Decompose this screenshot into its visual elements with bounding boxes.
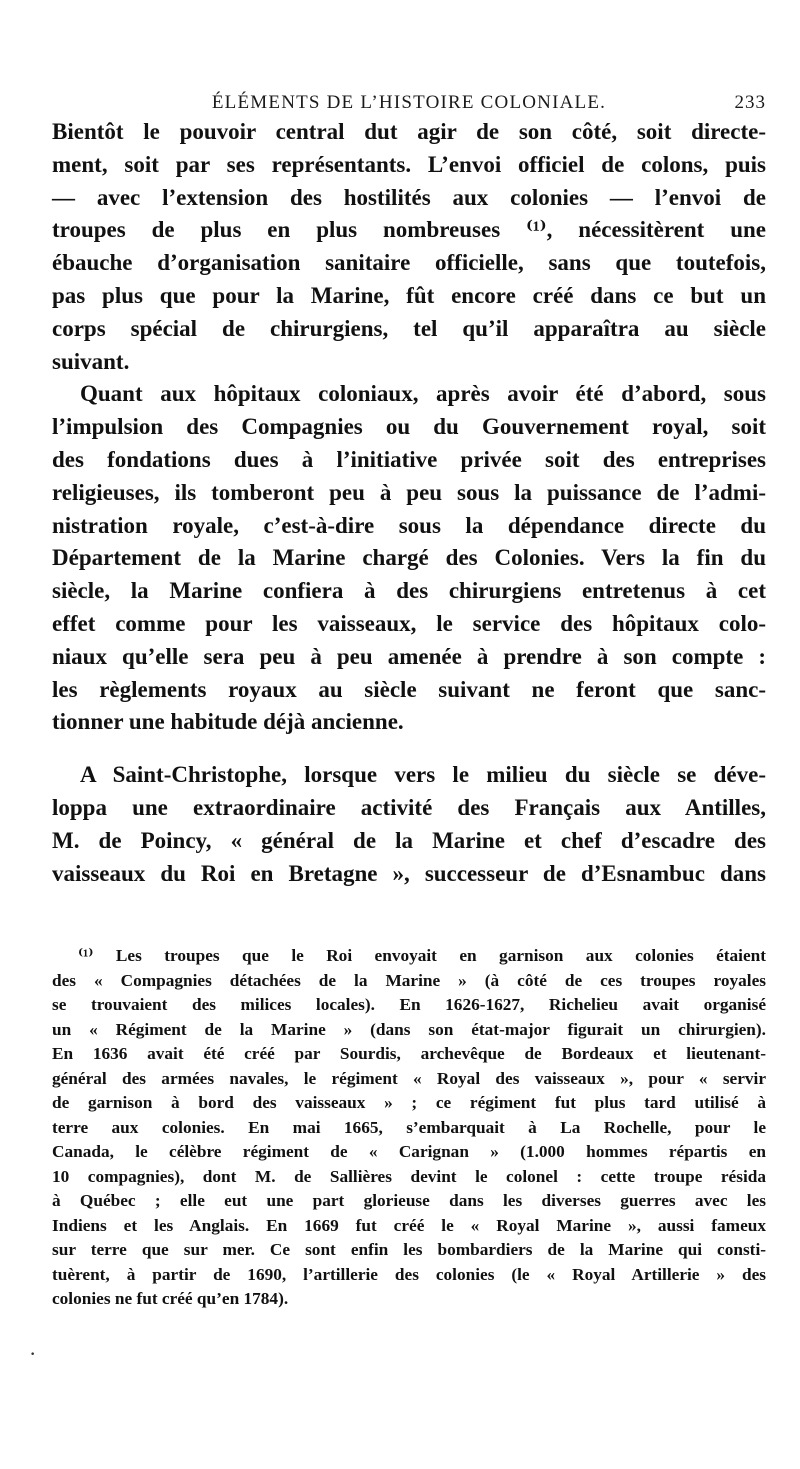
text-line: Quant aux hôpitaux coloniaux, après avoir été d’abord, sous (80, 381, 766, 407)
footnote-line: tuèrent, à partir de 1690, l’artillerie des colonies (le « Royal Artillerie » des (52, 1264, 766, 1284)
footnote-block (52, 944, 766, 1312)
text-line: A Saint-Christophe, lorsque vers le milieu du siècle se déve- (80, 762, 766, 788)
text-line: loppa une extraordinaire activité des Français aux Antilles, (52, 794, 766, 820)
page-number: 233 (734, 92, 766, 113)
footnote-line: général des armées navales, le régiment « Royal des vaisseaux », pour « servir (52, 1068, 766, 1088)
text-line: vaisseaux du Roi en Bretagne », successeur de d’Esnambuc dans (52, 860, 766, 886)
text-line: troupes de plus en plus nombreuses ⁽¹⁾, nécessitèrent une (52, 217, 766, 243)
footnote-line: un « Régiment de la Marine » (dans son état-major figurait un chirurgien). (52, 1019, 766, 1039)
text-line: ébauche d’organisation sanitaire officielle, sans que toutefois, (52, 250, 766, 276)
footnote-line: sur terre que sur mer. Ce sont enfin les bombardiers de la Marine qui consti- (52, 1240, 766, 1259)
text-line: — avec l’extension des hostilités aux colonies — l’envoi de (52, 184, 766, 210)
text-line: religieuses, ils tomberont peu à peu sous la puissance de l’admi- (52, 479, 766, 505)
text-line: ment, soit par ses représentants. L’envoi officiel de colons, puis (52, 151, 766, 177)
footnote-line: 10 compagnies), dont M. de Sallières devint le colonel : cette troupe résida (52, 1166, 766, 1186)
text-line: niaux qu’elle sera peu à peu amenée à prendre à son compte : (52, 643, 766, 669)
paragraph-gap (52, 739, 766, 759)
footnote-line: En 1636 avait été créé par Sourdis, archevêque de Bordeaux et lieutenant- (52, 1044, 766, 1063)
footnote-line: de garnison à bord des vaisseaux » ; ce régiment fut plus tard utilisé à (52, 1093, 766, 1112)
text-line: nistration royale, c’est-à-dire sous la dépendance directe du (52, 512, 766, 538)
text-line: pas plus que pour la Marine, fût encore créé dans ce but un (52, 282, 766, 308)
main-text (52, 116, 766, 890)
text-line: siècle, la Marine confiera à des chirurgiens entretenus à cet (52, 578, 766, 604)
margin-dot: · (30, 1346, 36, 1363)
footnote-line: ⁽¹⁾ Les troupes que le Roi envoyait en garnison aux colonies étaient (78, 946, 766, 965)
text-line: suivant. (52, 348, 130, 374)
text-line: les règlements royaux au siècle suivant ne feront que sanc- (52, 676, 766, 702)
text-line: Département de la Marine chargé des Colonies. Vers la fin du (52, 545, 766, 571)
running-title: ÉLÉMENTS DE L’HISTOIRE COLONIALE. (211, 92, 607, 113)
footnote-line: Canada, le célèbre régiment de « Carignan » (1.000 hommes répartis en (52, 1142, 766, 1161)
footnote-line: se trouvaient des milices locales). En 1626-1627, Richelieu avait organisé (52, 995, 766, 1014)
footnote-line: colonies ne fut créé qu’en 1784). (52, 1289, 289, 1308)
footnote-line: des « Compagnies détachées de la Marine » (à côté de ces troupes royales (52, 970, 766, 990)
text-line: l’impulsion des Compagnies ou du Gouvernement royal, soit (52, 414, 766, 440)
text-line: Bientôt le pouvoir central dut agir de son côté, soit directe- (52, 119, 766, 144)
text-line: des fondations dues à l’initiative privée soit des entreprises (52, 446, 766, 472)
text-line: tionner une habitude déjà ancienne. (52, 709, 404, 735)
text-line: corps spécial de chirurgiens, tel qu’il apparaîtra au siècle (52, 315, 766, 341)
footnote-line: terre aux colonies. En mai 1665, s’embarquait à La Rochelle, pour le (52, 1117, 766, 1137)
footnote-line: Indiens et les Anglais. En 1669 fut créé le « Royal Marine », aussi fameux (52, 1215, 766, 1235)
text-line: M. de Poincy, « général de la Marine et chef d’escadre des (52, 827, 766, 853)
running-head (52, 92, 766, 118)
footnote-line: à Québec ; elle eut une part glorieuse dans les diverses guerres avec les (52, 1191, 766, 1210)
text-line: effet comme pour les vaisseaux, le service des hôpitaux colo- (52, 610, 766, 636)
